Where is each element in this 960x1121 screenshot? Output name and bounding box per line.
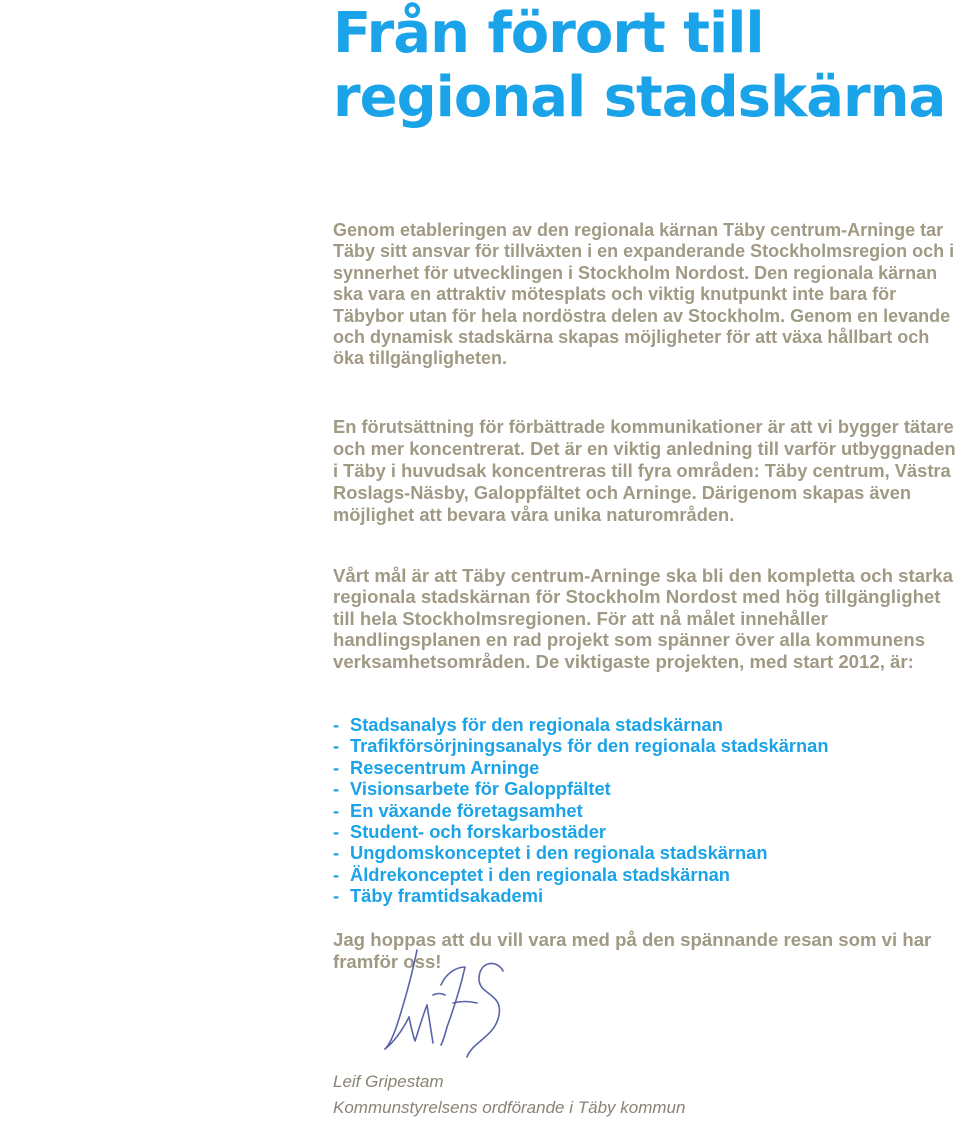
list-bullet: - <box>333 863 340 885</box>
list-bullet: - <box>333 885 340 907</box>
goal-paragraph: Vårt mål är att Täby centrum-Arninge ska bli den kompletta och starka regionala stadskärnan för Stockholm Nordost med hög tillgänglighet till hela Stockholmsregionen. För att nå målet innehåller handlingsplanen en rad projekt som spänner över alla kommunens verksamhetsområden. De viktigaste projekten, med start 2012, är: <box>333 565 953 672</box>
list-item-label: Trafikförsörjningsanalys för den regionala stadskärnan <box>350 735 829 757</box>
page-title <box>333 2 945 130</box>
list-item <box>333 735 960 756</box>
project-list <box>333 714 960 907</box>
list-bullet: - <box>333 821 340 843</box>
list-item <box>333 778 960 799</box>
list-bullet: - <box>333 735 340 757</box>
list-item-label: Visionsarbete för Galoppfältet <box>350 778 611 800</box>
list-item-label: En växande företagsamhet <box>350 799 583 821</box>
communications-paragraph: En förutsättning för förbättrade kommunikationer är att vi bygger tätare och mer koncentrerat. Det är en viktig anledning till varför utbyggnaden i Täby i huvudsak koncentreras till fyra områden: Täby centrum, Västra Roslags-Näsby, Galoppfältet och Arninge. Därigenom skapas även möjlighet att bevara våra unika naturområden. <box>333 416 956 525</box>
list-bullet: - <box>333 799 340 821</box>
page-title-line-2: regional stadskärna <box>333 65 946 130</box>
signatory-role: Kommunstyrelsens ordförande i Täby kommun <box>333 1098 686 1117</box>
list-item-label: Resecentrum Arninge <box>350 756 540 778</box>
list-item-label: Stadsanalys för den regionala stadskärnan <box>350 714 723 735</box>
list-item <box>333 757 960 778</box>
list-item <box>333 821 960 842</box>
list-bullet: - <box>333 842 340 864</box>
list-item-label: Ungdomskonceptet i den regionala stadskärnan <box>350 842 768 864</box>
closing-paragraph: Jag hoppas att du vill vara med på den spännande resan som vi har framför oss! <box>333 929 932 972</box>
list-item <box>333 800 960 821</box>
list-item <box>333 864 960 885</box>
list-item <box>333 842 960 863</box>
list-bullet: - <box>333 714 340 735</box>
list-item-label: Äldrekonceptet i den regionala stadskärnan <box>350 863 730 885</box>
page-title-line-1: Från förort till <box>333 1 764 66</box>
list-item <box>333 714 960 735</box>
list-item-label: Student- och forskarbostäder <box>350 821 606 843</box>
list-item <box>333 885 960 906</box>
list-bullet: - <box>333 778 340 800</box>
list-item-label: Täby framtidsakademi <box>350 885 544 907</box>
signatory-name: Leif Gripestam <box>333 1072 444 1091</box>
handwritten-signature <box>375 945 525 1065</box>
intro-paragraph: Genom etableringen av den regionala kärnan Täby centrum-Arninge tar Täby sitt ansvar för tillväxten i en expanderande Stockholmsregion och i synnerhet för utvecklingen i Stockholm Nordost. Den regionala kärnan ska vara en attraktiv mötesplats och viktig knutpunkt inte bara för Täbybor utan för hela nordöstra delen av Stockholm. Genom en levande och dynamisk stadskärna skapas möjligheter för att växa hållbart och öka tillgängligheten. <box>333 220 955 369</box>
list-bullet: - <box>333 756 340 778</box>
